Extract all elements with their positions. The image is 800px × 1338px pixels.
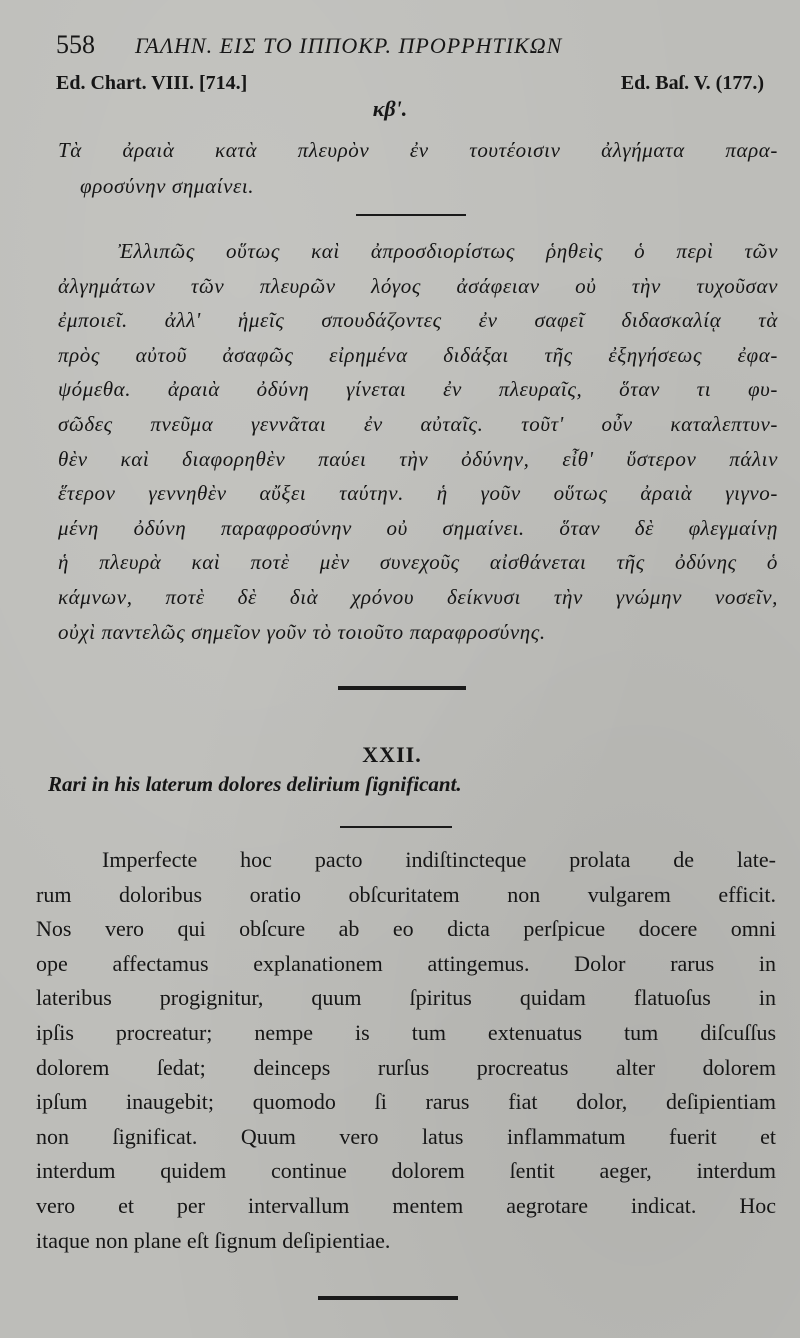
greek-commentary-line: θὲν καὶ διαφορηθὲν παύει τὴν ὀδύνην, εἶθ' ὕστερον πάλιν — [58, 446, 778, 471]
greek-aphorism — [58, 132, 778, 204]
latin-commentary — [36, 843, 776, 1258]
latin-commentary-line: ipſis procreatur; nempe is tum extenuatus tum diſcuſſus — [36, 1019, 776, 1045]
greek-commentary-line: μένη ὀδύνη παραφροσύνην οὐ σημαίνει. ὅταν δὲ φλεγμαίνῃ — [58, 515, 778, 540]
greek-commentary-line: ψόμεθα. ἀραιὰ ὀδύνη γίνεται ἐν πλευραῖς, ὅταν τι φυ- — [58, 377, 778, 402]
latin-commentary-line: Nos vero qui obſcure ab eo dicta perſpicue docere omni — [36, 916, 776, 942]
latin-commentary-line: lateribus progignitur, quum ſpiritus quidam flatuoſus in — [36, 985, 776, 1011]
edition-right: Ed. Baſ. V. (177.) — [620, 72, 764, 94]
greek-commentary-line: σῶδες πνεῦμα γεννᾶται ἐν αὐταῖς. τοῦτ' οὖν καταλεπτυν- — [58, 411, 778, 436]
latin-commentary-line: vero et per intervallum mentem aegrotare indicat. Hoc — [36, 1192, 776, 1218]
greek-commentary-line: ἐμποιεῖ. ἀλλ' ἡμεῖς σπουδάζοντες ἐν σαφεῖ διδασκαλίᾳ τὰ — [58, 308, 778, 333]
latin-commentary-line: rum doloribus oratio obſcuritatem non vulgarem efficit. — [36, 881, 776, 907]
greek-commentary-line: ἕτερον γεννηθὲν αὔξει ταύτην. ἡ γοῦν οὕτως ἀραιὰ γιγνο- — [58, 481, 778, 506]
divider-rule — [340, 826, 452, 828]
greek-section-number: κβ'. — [372, 96, 408, 121]
latin-aphorism: Rari in his laterum dolores delirium ſignificant. — [48, 772, 462, 796]
latin-commentary-line: ipſum inaugebit; quomodo ſi rarus fiat dolor, deſipientiam — [36, 1089, 776, 1115]
latin-commentary-line: Imperfecte hoc pacto indiſtincteque prolata de late- — [102, 847, 776, 872]
running-title: ΓΑΛΗΝ. ΕΙΣ ΤΟ ΙΠΠΟΚΡ. ΠΡΟΡΡΗΤΙΚΩΝ — [135, 33, 563, 58]
greek-commentary-line: πρὸς αὐτοῦ ἀσαφῶς εἰρημένα διδάξαι τῆς ἐξηγήσεως ἐφα- — [58, 342, 778, 367]
greek-aphorism-line: Τὰ ἀραιὰ κατὰ πλευρὸν ἐν τουτέοισιν ἀλγήματα παρα- — [58, 138, 778, 162]
greek-commentary-line: οὐχὶ παντελῶς σημεῖον γοῦν τὸ τοιοῦτο παραφροσύνης. — [58, 619, 546, 644]
latin-commentary-line: non ſignificat. Quum vero latus inflammatum fuerit et — [36, 1123, 776, 1149]
greek-commentary-line: ἀλγημάτων τῶν πλευρῶν λόγος ἀσάφειαν οὐ τὴν τυχοῦσαν — [58, 273, 778, 298]
greek-commentary-line: κάμνων, ποτὲ δὲ διὰ χρόνου δείκνυσι τὴν γνώμην νοσεῖν, — [58, 584, 778, 609]
latin-section-number: XXII. — [362, 742, 422, 767]
latin-commentary-line: ope affectamus explanationem attingemus. Dolor rarus in — [36, 950, 776, 976]
divider-rule — [356, 214, 466, 216]
latin-commentary-line: dolorem ſedat; deinceps rurſus procreatus alter dolorem — [36, 1054, 776, 1080]
latin-commentary-line: interdum quidem continue dolorem ſentit aeger, interdum — [36, 1158, 776, 1184]
section-separator — [338, 686, 466, 690]
greek-commentary-line: ἡ πλευρὰ καὶ ποτὲ μὲν συνεχοῦς αἰσθάνεται τῆς ὀδύνης ὁ — [58, 550, 778, 575]
greek-commentary-line: Ἐλλιπῶς οὕτως καὶ ἀπροσδιορίστως ῥηθεὶς ὁ περὶ τῶν — [118, 239, 778, 263]
edition-left: Ed. Chart. VIII. [714.] — [56, 72, 248, 94]
greek-commentary — [58, 234, 778, 649]
greek-aphorism-line: φροσύνην σημαίνει. — [80, 174, 255, 198]
page-number: 558 — [56, 30, 95, 59]
edition-references — [56, 72, 764, 95]
latin-commentary-line: itaque non plane eſt ſignum deſipientiae. — [36, 1227, 391, 1253]
end-rule — [318, 1296, 458, 1300]
page-header — [56, 30, 764, 60]
